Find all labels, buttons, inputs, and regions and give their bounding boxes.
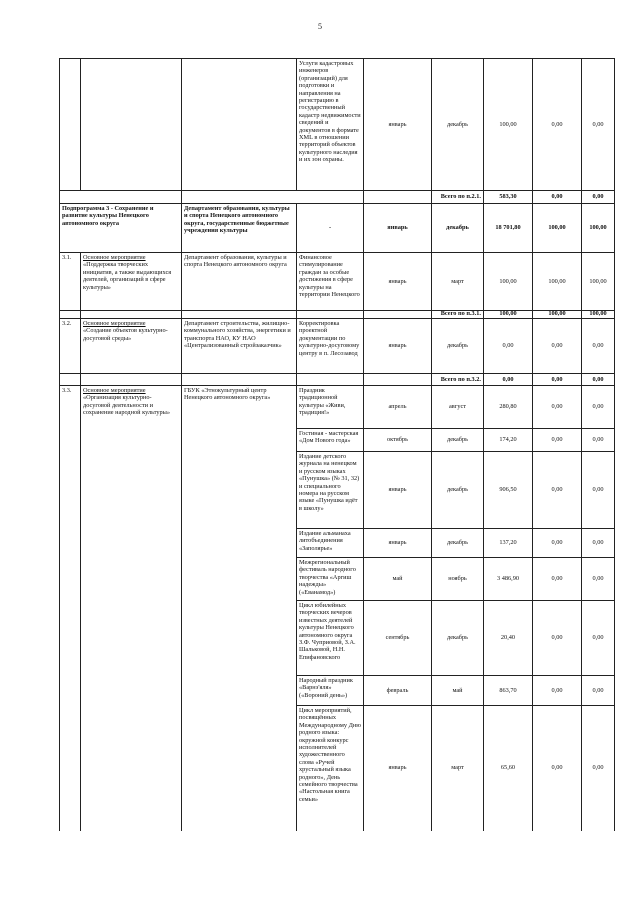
event-col1: 863,70 [499,686,517,694]
event-col3: 0,00 [592,403,604,411]
event-end: август [448,403,467,411]
subprogram-3-title: Подпрограмма 3 - Сохранение и развитие культуры Ненецкого автономного округа [62,205,154,227]
event-col1: 280,80 [499,403,517,411]
subprogram-3-start: январь [387,224,408,232]
total-label-3-2: Всего по п.3.2. [440,375,481,383]
event-col3: 0,00 [592,764,604,772]
main-activity-label: Основное мероприятие [83,387,146,394]
item-3-2-measure: Корректировка проектной документации по культурно-досуговому центру в п. Лесозавод [299,320,360,357]
main-activity-label: Основное мероприятие [83,320,146,327]
end-month: декабрь [447,120,468,128]
event-col3: 0,00 [592,539,604,547]
subprogram-3-col2: 100,00 [548,224,566,232]
item-3-3-title [81,386,181,446]
event-col3: 0,00 [592,686,604,694]
event-col2: 0,00 [551,403,563,411]
event-start: январь [388,764,407,772]
item-3-1-title [81,253,181,310]
event-end: декабрь [447,486,468,494]
item-3-3-executor: ГБУК «Этнокультурный центр Ненецкого автономного округа» [184,387,271,402]
event-col1: 20,40 [500,634,516,642]
event-end: март [451,764,464,772]
event-measure: Издание детского журнала на ненецком и русском языках «Пунушка» (№ 31, 32) и специального номера на русском языке «Пунушка идёт в школу» [299,453,360,512]
event-col3: 0,00 [592,575,604,583]
event-end: декабрь [447,539,468,547]
item-3-2-col2: 0,00 [551,342,563,350]
item-3-1-col3: 100,00 [589,277,607,285]
item-number: 3.2. [62,320,72,327]
event-col3: 0,00 [592,436,604,444]
value-col3: 0,00 [592,120,604,128]
value-col1: 100,00 [499,120,517,128]
total-3-2-col2: 0,00 [551,375,563,383]
event-col2: 0,00 [551,436,563,444]
main-activity-name: «Организация культурно-досуговой деятельности и сохранение народной культуры» [83,394,171,417]
subprogram-3-executor: Департамент образования, культуры и спорта Ненецкого автономного округа, государственные бюджетные учреждения культуры [184,205,290,235]
event-measure: Межрегиональный фестиваль народного творчества «Аргиш надежды» («Еванамод») [299,559,356,596]
total-3-1-col1: 100,00 [499,310,517,318]
event-col1: 174,20 [499,436,517,444]
event-end: ноябрь [448,575,467,583]
event-start: октябрь [387,436,408,444]
item-3-1-measure: Финансовое стимулирование граждан за особые достижения в сфере культуры на территории Ненецкого [299,254,360,299]
event-start: сентябрь [385,634,410,642]
item-3-2-col3: 0,00 [592,342,604,350]
event-col2: 0,00 [551,575,563,583]
item-3-2-col1: 0,00 [502,342,514,350]
event-col2: 0,00 [551,634,563,642]
item-3-1-end: март [451,277,464,285]
event-col1: 906,50 [499,486,517,494]
event-start: январь [388,539,407,547]
event-col1: 3 486,90 [496,575,520,583]
total-3-1-col3: 100,00 [589,310,607,318]
event-measure: Цикл мероприятий, посвящённых Международному Дню родного языка: окружной конкурс исполнителей художественного слова «Ручей хрустальный языка родного», День семейного творчества «Настольная книга семьи» [299,707,361,803]
item-3-1-executor: Департамент образования, культуры и спорта Ненецкого автономного округа [184,254,287,269]
subprogram-3-col1: 18 701,80 [495,224,521,232]
item-3-2-title [81,319,181,373]
total-label-3-1: Всего по п.3.1. [440,310,481,318]
start-month: январь [388,120,407,128]
event-measure: Цикл юбилейных творческих вечеров известных деятелей культуры Ненецкого автономного округа З.Ф. Чуприовой, З.А. Шальковой, Н.Н. Епифановского [299,602,356,661]
main-activity-label: Основное мероприятие [83,254,146,261]
event-measure: Гостиная - мастерская «Дом Нового года» [299,430,359,445]
value-col2: 0,00 [551,120,563,128]
total-2-1-col3: 0,00 [592,193,604,201]
event-col2: 0,00 [551,764,563,772]
item-number: 3.1. [62,254,72,261]
total-2-1-col1: 583,30 [499,193,517,201]
event-start: февраль [386,686,409,694]
total-3-2-col1: 0,00 [502,375,514,383]
subprogram-3-col3: 100,00 [589,224,607,232]
event-col2: 0,00 [551,539,563,547]
item-3-1-col2: 100,00 [548,277,566,285]
event-start: январь [388,486,407,494]
total-label-2-1: Всего по п.2.1. [440,193,481,201]
event-measure: Праздник традиционной культуры «Живи, традиция!» [299,387,346,417]
event-col2: 0,00 [551,686,563,694]
event-end: декабрь [447,436,468,444]
total-3-1-col2: 100,00 [548,310,566,318]
item-3-2-end: декабрь [447,342,468,350]
subprogram-3-end: декабрь [446,224,469,232]
item-3-1-col1: 100,00 [499,277,517,285]
event-col1: 137,20 [499,539,517,547]
event-col2: 0,00 [551,486,563,494]
main-activity-name: «Поддержка творческих инициатив, а также выдающихся деятелей, организаций в сфере культуры» [83,261,172,291]
total-2-1-col2: 0,00 [551,193,563,201]
event-start: май [392,575,403,583]
main-activity-name: «Создание объектов культурно-досуговой среды» [83,327,168,342]
item-3-2-executor: Департамент строительства, жилищно-коммунального хозяйства, энергетики и транспорта НАО, КУ НАО «Централизованный стройзаказчик» [184,320,291,350]
subprogram-3-measure: - [328,224,332,232]
page-number: 5 [318,22,322,31]
measure-cadastral-services: Услуги кадастровых инженеров (организаций) для подготовки и направления на регистрацию в государственный кадастр недвижимости сведений и документов в формате XML в отношении территорий объектов культурного наследия и их зон охраны. [299,60,361,164]
event-col3: 0,00 [592,634,604,642]
total-3-2-col3: 0,00 [592,375,604,383]
event-measure: Издание альманаха литобъединения «Заполярье» [299,530,351,552]
event-end: декабрь [447,634,468,642]
event-col3: 0,00 [592,486,604,494]
event-col1: 65,60 [500,764,516,772]
item-number: 3.3. [62,387,72,394]
event-start: апрель [388,403,407,411]
item-3-2-start: январь [388,342,407,350]
item-3-1-start: январь [388,277,407,285]
event-end: май [452,686,463,694]
event-measure: Народный праздник «Варнэ'яля» («Вороний день») [299,677,353,699]
